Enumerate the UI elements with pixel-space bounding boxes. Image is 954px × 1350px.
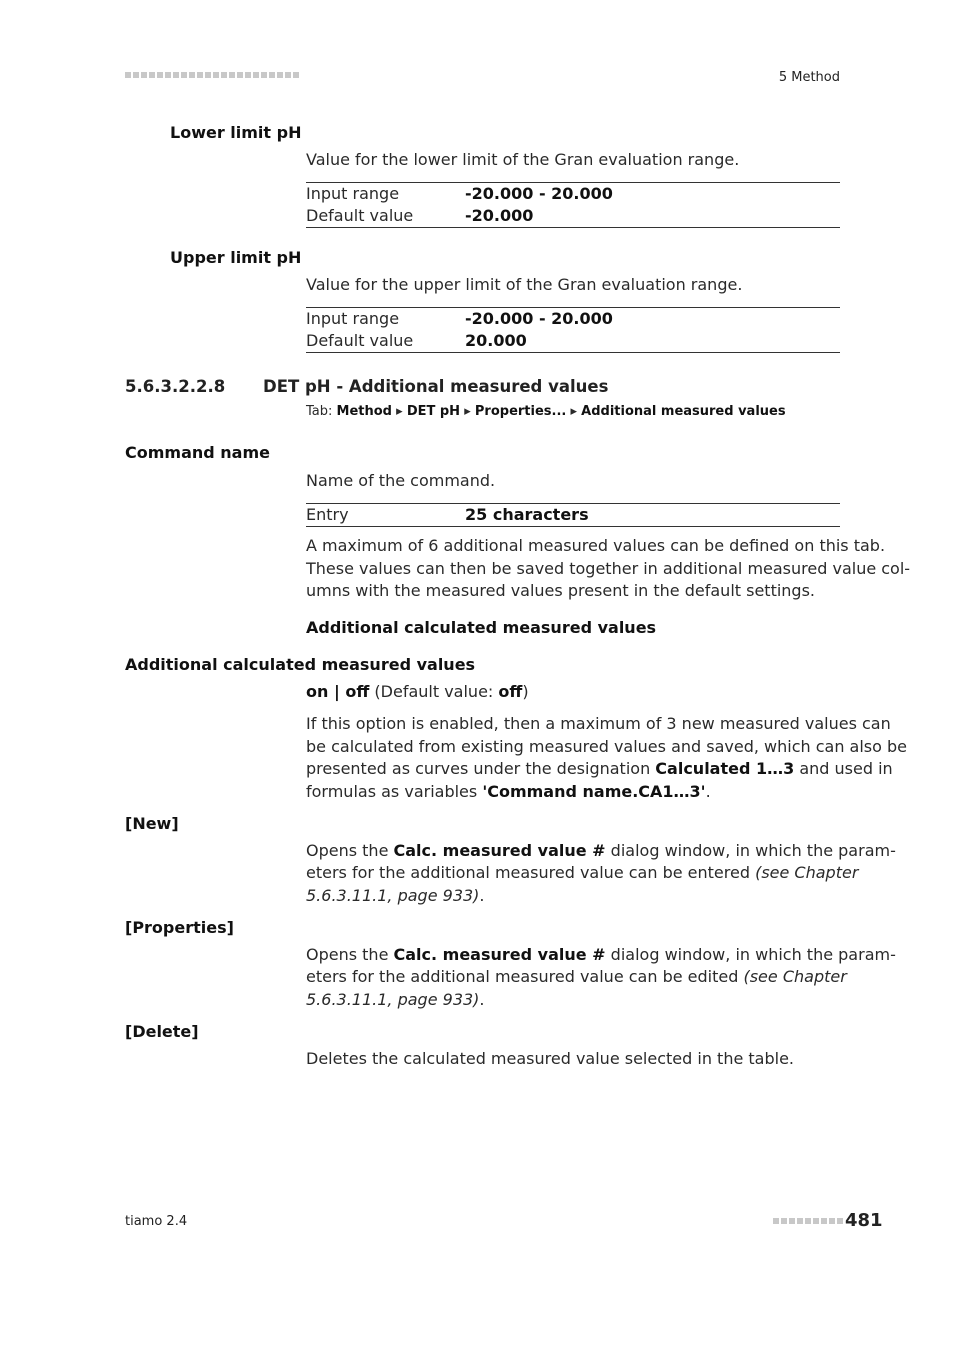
command-name-title: Command name [125, 443, 270, 462]
decoration-dot [293, 72, 299, 78]
breadcrumb-item: DET pH [406, 404, 461, 419]
upper-limit-title: Upper limit pH [170, 248, 302, 267]
row-value: -20.000 - 20.000 [465, 309, 613, 328]
table-row [306, 183, 840, 205]
text-segment: dialog window, in which the param- [605, 945, 896, 964]
command-name-desc: Name of the command. [306, 471, 496, 490]
command-name-para-line: umns with the measured values present in the default settings. [306, 581, 816, 600]
delete-desc: Deletes the calculated measured value selected in the table. [306, 1049, 794, 1068]
upper-limit-desc: Value for the upper limit of the Gran evaluation range. [306, 275, 743, 294]
decoration-dot [205, 72, 211, 78]
text-segment: . [479, 990, 485, 1009]
decoration-dot [141, 72, 147, 78]
text-segment: eters for the additional measured value can be entered [306, 863, 756, 882]
option-values [306, 681, 529, 704]
decoration-dot [789, 1218, 795, 1224]
text-segment: presented as curves under the designation [306, 759, 656, 778]
row-value: -20.000 [465, 206, 534, 225]
breadcrumb-item: Properties... [474, 404, 567, 419]
cross-reference[interactable]: (see Chapter [755, 863, 859, 882]
text-segment: . [705, 782, 711, 801]
properties-desc-line [306, 944, 896, 967]
cross-reference[interactable]: 5.6.3.11.1, page 933) [306, 990, 480, 1009]
decoration-dot [173, 72, 179, 78]
decoration-dot [229, 72, 235, 78]
table-row [306, 330, 840, 352]
row-key: Entry [306, 505, 349, 524]
additional-calc-title: Additional calculated measured values [125, 655, 476, 674]
decoration-dot [805, 1218, 811, 1224]
text-segment: Opens the [306, 841, 394, 860]
text-segment: formulas as variables [306, 782, 483, 801]
option-separator: | [328, 682, 346, 701]
new-desc-line [306, 862, 858, 885]
decoration-dot [125, 72, 131, 78]
lower-limit-desc: Value for the lower limit of the Gran evaluation range. [306, 150, 740, 169]
decoration-dot [133, 72, 139, 78]
new-desc-line [306, 840, 896, 863]
row-value: -20.000 - 20.000 [465, 184, 613, 203]
decoration-dot [837, 1218, 843, 1224]
lower-limit-title: Lower limit pH [170, 123, 302, 142]
option-off: off [345, 682, 370, 701]
decoration-dot [285, 72, 291, 78]
default-suffix: ) [522, 682, 529, 701]
tab-breadcrumb [306, 404, 786, 419]
default-value: off [498, 682, 523, 701]
decoration-dot [213, 72, 219, 78]
breadcrumb-item: Additional measured values [581, 404, 786, 419]
chapter-label: 5 Method [778, 70, 840, 85]
command-name-para-line: These values can then be saved together in additional measured value col- [306, 559, 911, 578]
text-bold-segment: Calc. measured value # [393, 945, 606, 964]
row-key: Input range [306, 184, 400, 203]
row-key: Default value [306, 206, 414, 225]
decoration-dot [221, 72, 227, 78]
text-bold-segment: Calculated 1…3 [655, 759, 795, 778]
decoration-dot [269, 72, 275, 78]
decoration-dot [797, 1218, 803, 1224]
option-on: on [306, 682, 329, 701]
table-row [306, 205, 840, 227]
breadcrumb-separator-icon: ▸ [570, 404, 578, 419]
additional-calc-para-line: If this option is enabled, then a maximum of 3 new measured values can [306, 714, 891, 733]
text-segment: and used in [794, 759, 893, 778]
decoration-dot [773, 1218, 779, 1224]
subheading: Additional calculated measured values [306, 618, 657, 637]
breadcrumb-separator-icon: ▸ [396, 404, 403, 419]
cross-reference[interactable]: (see Chapter [743, 967, 847, 986]
decoration-dot [189, 72, 195, 78]
text-segment: Opens the [306, 945, 394, 964]
page-number: 481 [845, 1210, 883, 1231]
lower-limit-table [306, 182, 840, 228]
upper-limit-table [306, 307, 840, 353]
row-key: Default value [306, 331, 414, 350]
new-button-title: [New] [125, 814, 179, 833]
command-name-table [306, 503, 840, 527]
text-segment: . [479, 886, 485, 905]
decoration-dot [253, 72, 259, 78]
decoration-dot [149, 72, 155, 78]
command-name-para-line: A maximum of 6 additional measured values can be defined on this tab. [306, 536, 886, 555]
additional-calc-para-line [306, 758, 893, 781]
delete-button-title: [Delete] [125, 1022, 199, 1041]
decoration-dot [157, 72, 163, 78]
breadcrumb-item: Method [336, 404, 392, 419]
additional-calc-para-line [306, 781, 711, 804]
row-key: Input range [306, 309, 400, 328]
properties-desc-line [306, 966, 847, 989]
cross-reference[interactable]: 5.6.3.11.1, page 933) [306, 886, 480, 905]
decoration-dot [781, 1218, 787, 1224]
decoration-dot [181, 72, 187, 78]
decoration-dot [261, 72, 267, 78]
decoration-dot [277, 72, 283, 78]
product-name: tiamo 2.4 [125, 1214, 188, 1229]
decoration-dot [829, 1218, 835, 1224]
properties-button-title: [Properties] [125, 918, 234, 937]
text-bold-segment: 'Command name.CA1…3' [482, 782, 706, 801]
text-bold-segment: Calc. measured value # [393, 841, 606, 860]
row-value: 25 characters [465, 505, 589, 524]
decoration-dot [197, 72, 203, 78]
table-row [306, 308, 840, 330]
table-row [306, 504, 840, 526]
decoration-dot [821, 1218, 827, 1224]
footer-decoration-dots [773, 1218, 843, 1224]
text-segment: dialog window, in which the param- [605, 841, 896, 860]
breadcrumb-separator-icon: ▸ [464, 404, 471, 419]
header-decoration-dots [125, 72, 299, 78]
section-number: 5.6.3.2.2.8 [125, 377, 226, 396]
new-desc-line [306, 885, 485, 908]
section-title: DET pH - Additional measured values [263, 377, 609, 396]
default-prefix: (Default value: [369, 682, 499, 701]
decoration-dot [245, 72, 251, 78]
properties-desc-line [306, 989, 485, 1012]
decoration-dot [237, 72, 243, 78]
row-value: 20.000 [465, 331, 527, 350]
decoration-dot [813, 1218, 819, 1224]
additional-calc-para-line: be calculated from existing measured values and saved, which can also be [306, 737, 908, 756]
tab-prefix: Tab: [306, 404, 337, 419]
decoration-dot [165, 72, 171, 78]
text-segment: eters for the additional measured value can be edited [306, 967, 744, 986]
